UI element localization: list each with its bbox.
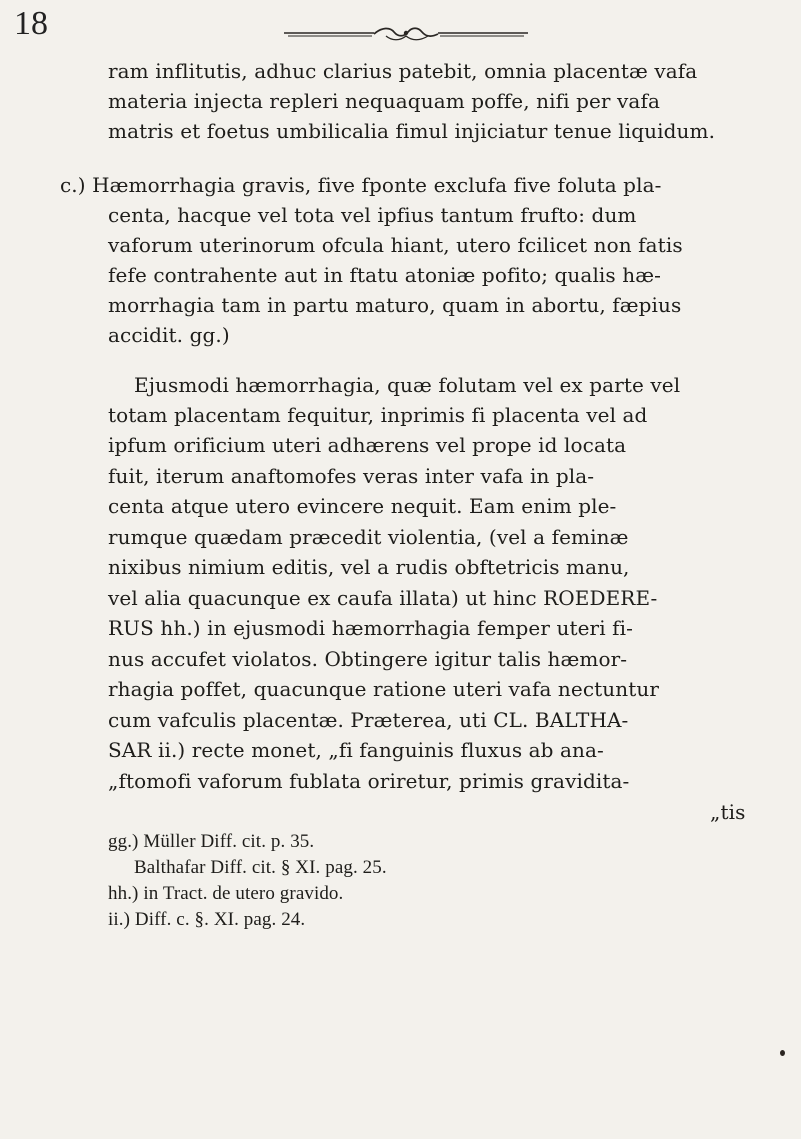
text-line: materia injecta repleri nequaquam poffe, nifi per vafa bbox=[108, 89, 660, 113]
text-line: RUS hh.) in ejusmodi hæmorrhagia femper uteri fi- bbox=[108, 616, 634, 640]
text-line: rhagia poffet, quacunque ratione uteri vafa nectuntur bbox=[108, 677, 660, 701]
page-number: 18 bbox=[14, 5, 48, 42]
text-line: fefe contrahente aut in ftatu atoniæ pofito; qualis hæ- bbox=[108, 263, 661, 287]
text-line: rumque quædam præcedit violentia, (vel a feminæ bbox=[108, 525, 629, 549]
text-line: Ejusmodi hæmorrhagia, quæ folutam vel ex parte vel bbox=[134, 373, 681, 397]
text-line: centa, hacque vel tota vel ipfius tantum frufto: dum bbox=[108, 203, 637, 227]
text-line: ipfum orificium uteri adhærens vel prope id locata bbox=[108, 433, 627, 457]
decorative-rule-ornament-icon bbox=[282, 26, 530, 42]
text-line: matris et foetus umbilicalia fimul injiciatur tenue liquidum. bbox=[108, 119, 716, 143]
footnote: ii.) Diff. c. §. XI. pag. 24. bbox=[108, 909, 306, 930]
text-line: totam placentam fequitur, inprimis fi placenta vel ad bbox=[108, 403, 648, 427]
text-line: „tis bbox=[710, 800, 746, 824]
text-line: ram inflitutis, adhuc clarius patebit, omnia placentæ vafa bbox=[108, 59, 698, 83]
text-line: centa atque utero evincere nequit. Eam enim ple- bbox=[108, 494, 617, 518]
text-line: vel alia quacunque ex caufa illata) ut hinc ROEDERE- bbox=[108, 586, 658, 610]
text-line: SAR ii.) recte monet, „fi fanguinis fluxus ab ana- bbox=[108, 738, 604, 762]
text-line: morrhagia tam in partu maturo, quam in abortu, fæpius bbox=[108, 293, 682, 317]
text-line: fuit, iterum anaftomofes veras inter vafa in pla- bbox=[108, 464, 595, 488]
footnote: gg.) Müller Diff. cit. p. 35. bbox=[108, 831, 315, 852]
text-line: „ftomofi vaforum fublata oriretur, primis gravidita- bbox=[108, 769, 630, 793]
text-line: c.) Hæmorrhagia gravis, five fponte exclufa five foluta pla- bbox=[60, 173, 662, 197]
ink-mark bbox=[780, 1050, 785, 1056]
text-line: accidit. gg.) bbox=[108, 323, 230, 347]
text-line: vaforum uterinorum ofcula hiant, utero fcilicet non fatis bbox=[108, 233, 683, 257]
text-line: nus accufet violatos. Obtingere igitur talis hæmor- bbox=[108, 647, 628, 671]
footnote: Balthafar Diff. cit. § XI. pag. 25. bbox=[134, 857, 387, 878]
footnote: hh.) in Tract. de utero gravido. bbox=[108, 883, 344, 904]
text-line: cum vafculis placentæ. Præterea, uti CL. BALTHA- bbox=[108, 708, 629, 732]
text-line: nixibus nimium editis, vel a rudis obftetricis manu, bbox=[108, 555, 630, 579]
